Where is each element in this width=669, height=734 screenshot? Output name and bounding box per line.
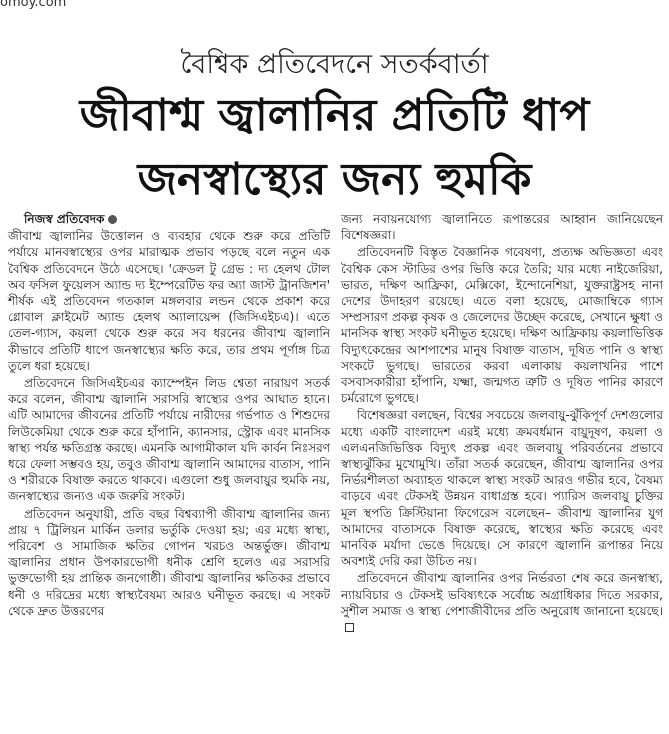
paragraph-right-4-wrap xyxy=(341,570,663,635)
article-column-left xyxy=(8,211,330,619)
paragraph-right-1: জন্য নবায়নযোগ্য জ্বালানিতে রূপান্তরের আহ্বান জানিয়েছেন বিশেষজ্ঞরা। xyxy=(341,212,663,243)
kicker-headline: বৈশ্বিক প্রতিবেদনে সতর্কবার্তা xyxy=(180,49,489,80)
paragraph-right-3: বিশেষজ্ঞরা বলছেন, বিশ্বের সবচেয়ে জলবায়ু-ঝুঁকিপূর্ণ দেশগুলোর মধ্যে একটি বাংলাদেশ এরই মধ্যে ক্রমবর্ধমান বায়ুদূষণ, কয়লা ও এলএনজিভিত্তিক বিদ্যুৎ প্রকল্প এবং জলবায়ু পরিবর্তনের প্রভাবে স্বাস্থ্যঝুঁকির মুখোমুখি। তাঁরা সতর্ক করেছেন, জীবাশ্ম জ্বালানির ওপর নির্ভরশীলতা অব্যাহত থাকলে স্বাস্থ্য সংকট আরও গভীর হবে, বৈষম্য বাড়বে এবং টেকসই উন্নয়ন বাধাগ্রস্ত হবে। প্যারিস জলবায়ু চুক্তির মূল স্থপতি ক্রিস্টিয়ানা ফিগেরেস বলেছেন– জীবাশ্ম জ্বালানির যুগ আমাদের বাতাসকে বিষাক্ত করেছে, স্বাস্থ্যের ক্ষতি করেছে এবং মানবিক মর্যাদা ভেঙে দিয়েছে। সে কারণে জ্বালানি রূপান্তর নিয়ে অবশ্যই দেরি করা উচিত নয়। xyxy=(341,408,663,569)
headline-line-2: জনস্বাস্থ্যের জন্য হুমকি xyxy=(137,154,532,205)
article-column-right xyxy=(341,211,663,635)
paragraph-left-2: প্রতিবেদনে জিসিএইচএর ক্যাম্পেইন লিড শ্বেতা নারায়ণ সতর্ক করে বলেন, জীবাশ্ম জ্বালানি সরাসরি স্বাস্থ্যের ওপর আঘাত হানে। এটি আমাদের জীবনের প্রতিটি পর্যায়ে নারীদের গর্ভপাত ও শিশুদের লিউকেমিয়া থেকে শুরু করে হাঁপানি, ক্যানসার, স্ট্রোক এবং মানসিক স্বাস্থ্য পর্যন্ত ক্ষতিগ্রস্ত করছে। এমনকি আগামীকাল যদি কার্বন নিঃসরণ ধরে ফেলা সম্ভবও হয়, তবুও জীবাশ্ম জ্বালানি আমাদের বাতাস, পানি ও শরীরকে বিষাক্ত করতে থাকবে। এগুলো শুধু জলবায়ুর হুমকি নয়, জনস্বাস্থ্যের জন্যও এক জরুরি সংকট। xyxy=(8,376,330,504)
paragraph-left-3: প্রতিবেদন অনুযায়ী, প্রতি বছর বিশ্বব্যাপী জীবাশ্ম জ্বালানির জন্য প্রায় ৭ ট্রিলিয়ন মার্কিন ডলার ভর্তুকি দেওয়া হয়; এর মধ্যে স্বাস্থ্য, পরিবেশ ও সামাজিক ক্ষতির গোপন খরচও অন্তর্ভুক্ত। জীবাশ্ম জ্বালানির প্রধান উপকারভোগী ধনীক শ্রেণি হলেও এর সরাসরি ভুক্তভোগী হয় প্রান্তিক জনগোষ্ঠী। জীবাশ্ম জ্বালানির ক্ষতিকর প্রভাবে ধনী ও দরিদ্রের মধ্যে স্বাস্থ্যবৈষম্য আরও ঘনীভূত করছে। এ সংকট থেকে দ্রুত উত্তরণের xyxy=(8,506,330,618)
bullet-icon xyxy=(108,215,117,224)
paragraph-right-4: প্রতিবেদনে জীবাশ্ম জ্বালানির ওপর নির্ভরতা শেষ করে জনস্বাস্থ্য, ন্যায়বিচার ও টেকসই ভবিষ্যৎকে সর্বোচ্চ অগ্রাধিকার দিতে সরকার, সুশীল সমাজ ও স্বাস্থ্য পেশাজীবীদের প্রতি অনুরোধ জানানো হয়েছে। xyxy=(341,571,663,618)
source-url: omoy.com xyxy=(0,0,67,10)
paragraph-right-2: প্রতিবেদনটি বিস্তৃত বৈজ্ঞানিক গবেষণা, প্রত্যক্ষ অভিজ্ঞতা এবং বৈশ্বিক কেস স্টাডির ওপর ভিত্তি করে তৈরি; যার মধ্যে নাইজেরিয়া, ভারত, দক্ষিণ আফ্রিকা, মেক্সিকো, ইন্দোনেশিয়া, যুক্তরাষ্ট্রসহ নানা দেশের উদাহরণ রয়েছে। এতে বলা হয়েছে, মোজাম্বিকে গ্যাস সম্প্রসারণ প্রকল্প কৃষক ও জেলেদের উচ্ছেদ করেছে, সেখানে ক্ষুধা ও মানসিক স্বাস্থ্য সংকট ঘনীভূত হয়েছে। দক্ষিণ আফ্রিকায় কয়লাভিত্তিক বিদ্যুৎকেন্দ্রের আশপাশের মানুষ বিষাক্ত বাতাস, দূষিত পানি ও স্বাস্থ্য সংকটে ভুগছে। ভারতের করবা এলাকায় কয়লাখনির পাশে বসবাসকারীরা হাঁপানি, যক্ষ্মা, জন্মগত ত্রুটি ও দূষিত পানির কারণে চর্মরোগে ভুগছে। xyxy=(341,245,663,406)
paragraph-left-1: জীবাশ্ম জ্বালানির উত্তোলন ও ব্যবহার থেকে শুরু করে প্রতিটি পর্যায়ে মানবস্বাস্থ্যের ওপর মারাত্মক প্রভাব পড়ছে বলে নতুন এক বৈশ্বিক প্রতিবেদনে উঠে এসেছে। 'ক্রেডল টু গ্রেভ : দ্য হেলথ টোল অব ফসিল ফুয়েলস অ্যান্ড দ্য ইম্পেরেটিভ ফর অ্যা জাস্ট ট্রানজিশন' শীর্ষক এই প্রতিবেদন গতকাল মঙ্গলবার লন্ডন থেকে প্রকাশ করে গ্লোবাল ক্লাইমেট অ্যান্ড হেলথ অ্যালায়েন্স (জিসিএইচএ)। এতে তেল-গ্যাস, কয়লা থেকে শুরু করে সব ধরনের জীবাশ্ম জ্বালানি কীভাবে প্রতিটি ধাপে জনস্বাস্থ্যের ক্ষতি করে, তার প্রথম পূর্ণাঙ্গ চিত্র তুলে ধরা হয়েছে। xyxy=(8,229,330,373)
end-mark-icon xyxy=(345,623,354,632)
headline-line-1: জীবাশ্ম জ্বালানির প্রতিটি ধাপ xyxy=(79,90,590,141)
byline-row xyxy=(8,211,330,227)
byline: নিজস্ব প্রতিবেদক xyxy=(24,212,105,226)
